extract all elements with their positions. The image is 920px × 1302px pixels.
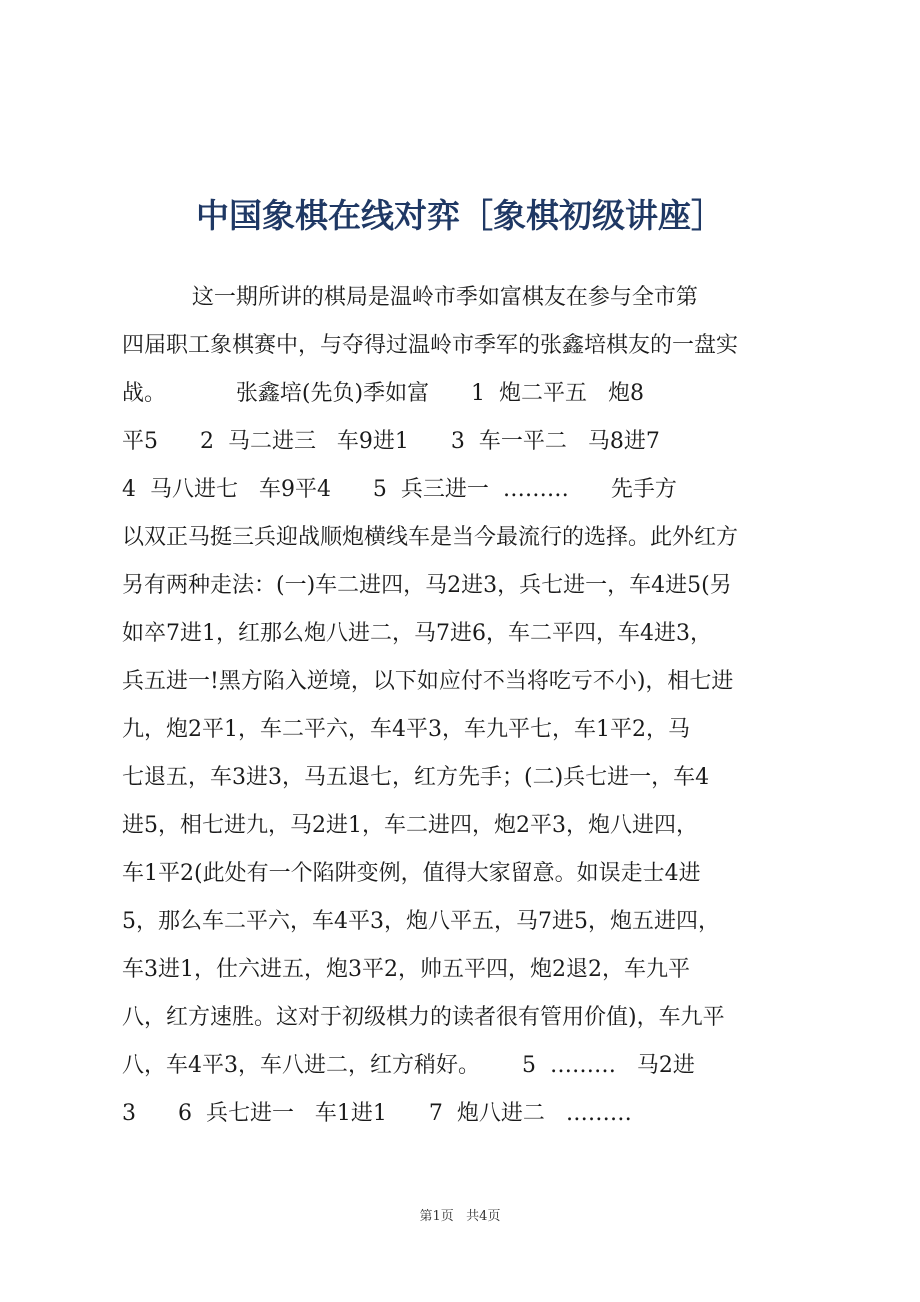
text-line: 以双正马挺三兵迎战顺炮横线车是当今最流行的选择。此外红方	[122, 525, 739, 550]
text-line: 如卒7进1，红那么炮八进二，马7进6，车二平四，车4进3，	[122, 621, 712, 646]
text-line: 四届职工象棋赛中，与夺得过温岭市季军的张鑫培棋友的一盘实	[122, 333, 739, 358]
page-number: 第1页 共4页	[419, 1209, 501, 1224]
text-line: 5，那么车二平六，车4平3，炮八平五，马7进5，炮五进四，	[122, 909, 720, 934]
text-line: 九，炮2平1，车二平六，车4平3，车九平七，车1平2，马	[122, 717, 690, 742]
text-line: 八，红方速胜。这对于初级棋力的读者很有管用价值)，车九平	[122, 1005, 725, 1030]
text-line: 兵五进一!黑方陷入逆境，以下如应付不当将吃亏不小)，相七进	[122, 669, 734, 694]
page-title: 中国象棋在线对弈［象棋初级讲座］	[196, 196, 724, 235]
text-line: 八，车4平3，车八进二，红方稍好。 5 ……… 马2进	[122, 1053, 695, 1078]
text-line: 战。 张鑫培(先负)季如富 1 炮二平五 炮8	[122, 381, 645, 406]
text-line: 车1平2(此处有一个陷阱变例，值得大家留意。如误走士4进	[122, 861, 701, 886]
text-line: 另有两种走法：(一)车二进四，马2进3，兵七进一，车4进5(另	[122, 573, 732, 598]
text-line: 3 6 兵七进一 车1进1 7 炮八进二 ………	[122, 1101, 632, 1126]
text-line: 这一期所讲的棋局是温岭市季如富棋友在参与全市第	[122, 285, 698, 310]
article-body	[122, 280, 812, 1144]
text-line: 车3进1，仕六进五，炮3平2，帅五平四，炮2退2，车九平	[122, 957, 690, 982]
text-line: 进5，相七进九，马2进1，车二进四，炮2平3，炮八进四，	[122, 813, 698, 838]
text-line: 平5 2 马二进三 车9进1 3 车一平二 马8进7	[122, 429, 660, 454]
text-line: 4 马八进七 车9平4 5 兵三进一 ……… 先手方	[122, 477, 677, 502]
text-line: 七退五，车3进3，马五退七，红方先手；(二)兵七进一，车4	[122, 765, 710, 790]
